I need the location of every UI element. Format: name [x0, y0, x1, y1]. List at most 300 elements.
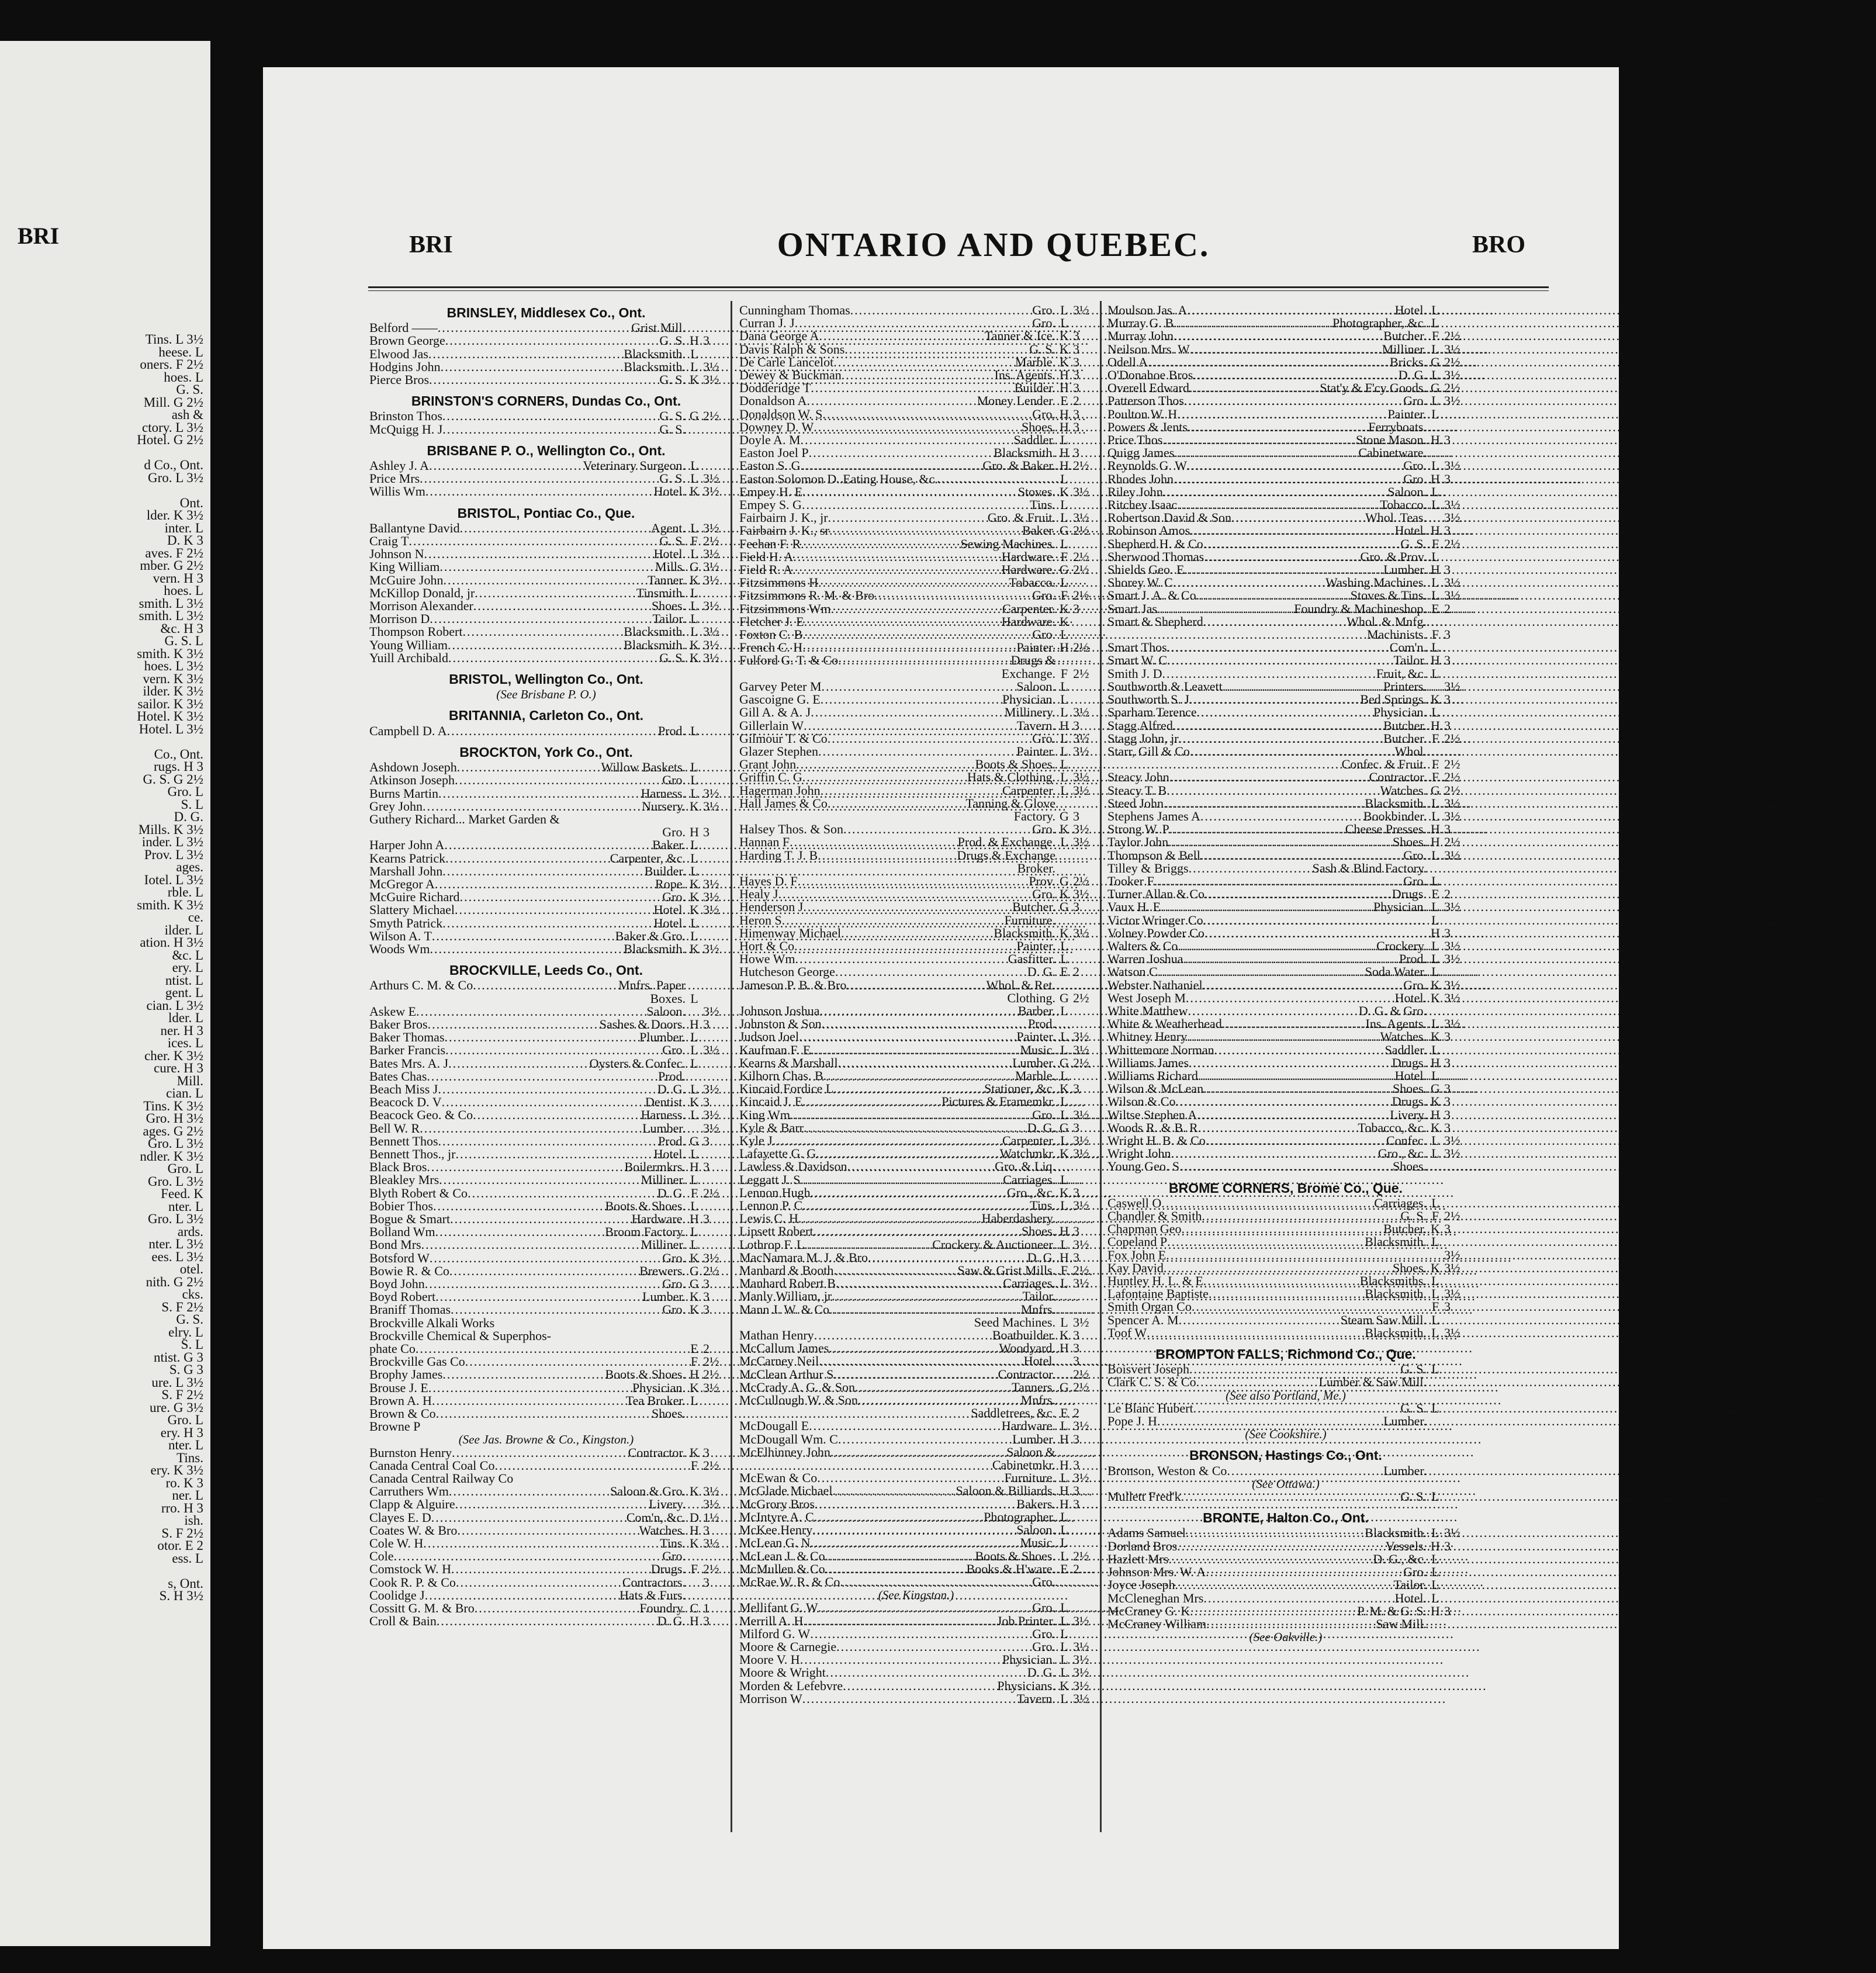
- left-page-line: [5, 1564, 203, 1577]
- business-trade: Rope.: [655, 876, 686, 891]
- directory-entry: [739, 317, 1093, 330]
- leader-dots: [801, 1174, 1003, 1186]
- capital-rating: [686, 1407, 703, 1420]
- leader-dots: [1197, 706, 1373, 719]
- directory-entry: [739, 992, 1093, 1005]
- credit-rating: 2½: [703, 534, 719, 549]
- directory-entry: [739, 888, 1093, 901]
- leader-dots: [1167, 1235, 1365, 1248]
- directory-entry: [369, 1407, 723, 1420]
- directory-entry: [369, 1420, 723, 1433]
- business-name: Smith J. D: [1107, 666, 1162, 681]
- business-trade: G. S.: [659, 333, 686, 348]
- left-page-line: S. H 3½: [159, 1588, 203, 1603]
- leader-dots: [420, 1122, 642, 1135]
- leader-dots: [813, 1225, 1021, 1238]
- business-trade: Tobacco, &c.: [1358, 1120, 1427, 1135]
- capital-rating: E: [1060, 964, 1068, 979]
- directory-entry: [1107, 538, 1464, 551]
- business-trade: Blacksmith.: [624, 359, 686, 374]
- credit-rating: 3½: [1444, 575, 1460, 590]
- business-trade: Cabinetware.: [1358, 445, 1427, 461]
- capital-rating: H: [690, 1522, 699, 1538]
- directory-entry: [739, 823, 1093, 836]
- business-name: Lewis C. H: [739, 1211, 798, 1226]
- left-page-line: sailor. K 3½: [137, 696, 203, 711]
- leader-dots: [817, 1472, 1004, 1484]
- directory-entry: [739, 1082, 1093, 1095]
- left-page-line: ash &: [171, 407, 203, 422]
- business-trade: Gro., &c.: [1006, 1185, 1055, 1200]
- leader-dots: [831, 603, 1002, 615]
- leader-dots: [814, 421, 1022, 434]
- credit-rating: 2½: [1073, 588, 1089, 603]
- business-trade: Gro. & Fruit.: [987, 510, 1055, 525]
- business-trade: Shoes.: [651, 598, 686, 614]
- left-page-line: ards.: [177, 1224, 203, 1239]
- capital-rating: G: [1060, 873, 1069, 888]
- credit-rating: 3½: [703, 546, 719, 562]
- leader-dots: [828, 732, 1033, 745]
- business-name: Brockville Alkali Works: [369, 1315, 495, 1330]
- business-name: Chandler & Smith: [1107, 1209, 1202, 1224]
- capital-rating: F: [1431, 328, 1439, 344]
- capital-rating: H: [1060, 640, 1069, 655]
- business-name: West Joseph M: [1107, 990, 1186, 1005]
- capital-rating: H: [690, 1016, 699, 1032]
- business-name: Smart Jas: [1107, 601, 1157, 616]
- leader-dots: [1148, 356, 1390, 369]
- cross-reference-note: (See Jas. Browne & Co., Kingston.): [458, 1432, 634, 1447]
- capital-rating: [686, 1330, 703, 1342]
- leader-dots: [1190, 524, 1394, 537]
- capital-rating: G: [1060, 523, 1069, 538]
- leader-dots: [450, 1213, 632, 1226]
- capital-rating: K: [1060, 1328, 1069, 1343]
- business-name: Burns Martin: [369, 785, 438, 801]
- business-trade: Butcher.: [1383, 1221, 1427, 1237]
- directory-entry: [739, 641, 1093, 654]
- credit-rating: [703, 321, 723, 334]
- business-trade: Stat'y & F'cy Goods.: [1320, 380, 1427, 396]
- credit-rating: 3: [1073, 601, 1079, 616]
- credit-rating: 2½: [1444, 536, 1460, 551]
- left-page-line: gent. L: [165, 985, 203, 1000]
- leader-dots: [442, 423, 659, 436]
- business-trade: Bakers.: [1016, 1496, 1055, 1511]
- business-name: Overell Edward: [1107, 380, 1189, 396]
- credit-rating: 3½: [1073, 731, 1089, 746]
- business-name: Lawless & Davidson: [739, 1159, 847, 1174]
- credit-rating: 3½: [1073, 1029, 1089, 1044]
- leader-dots: [801, 538, 960, 551]
- business-trade: Gro.: [1032, 731, 1055, 746]
- leader-dots: [455, 1498, 649, 1511]
- leader-dots: [833, 1082, 984, 1095]
- credit-rating: 3½: [1444, 1286, 1460, 1302]
- credit-rating: [703, 1317, 723, 1330]
- leader-dots: [818, 745, 1016, 758]
- leader-dots: [816, 1147, 999, 1160]
- directory-entry: [739, 1472, 1093, 1484]
- directory-entry: [739, 330, 1093, 342]
- credit-rating: 3½: [1073, 925, 1089, 940]
- directory-entry: [369, 1161, 723, 1174]
- credit-rating: 3½: [703, 359, 719, 374]
- credit-rating: [1444, 304, 1464, 317]
- business-name: Campbell D. A: [369, 723, 447, 738]
- business-name: Hodgins John: [369, 359, 441, 374]
- credit-rating: [1444, 1235, 1464, 1248]
- business-name: Woods Wm: [369, 941, 430, 956]
- leader-dots: [802, 641, 1016, 654]
- directory-entry: [369, 813, 723, 826]
- capital-rating: L: [690, 458, 698, 473]
- directory-entry: [1107, 603, 1464, 615]
- credit-rating: 3½: [1073, 1237, 1089, 1252]
- leader-dots: [460, 522, 651, 535]
- leader-dots: [790, 1109, 1032, 1122]
- business-name: McCleneghan Mrs: [1107, 1590, 1204, 1605]
- directory-entry: [739, 1030, 1093, 1043]
- leader-dots: [1204, 888, 1392, 901]
- directory-entry: [1107, 940, 1464, 953]
- leader-dots: [451, 1563, 651, 1576]
- capital-rating: F: [690, 534, 698, 549]
- directory-entry: [369, 625, 723, 638]
- directory-entry: [369, 1083, 723, 1096]
- business-trade: Drugs & Exchange: [957, 847, 1055, 863]
- directory-entry: [369, 1238, 723, 1251]
- capital-rating: [1055, 1303, 1073, 1316]
- leader-dots: [825, 1563, 967, 1576]
- capital-rating: L: [1431, 1016, 1439, 1032]
- credit-rating: 3: [703, 1614, 709, 1629]
- capital-rating: F: [1431, 627, 1439, 642]
- header-right: BRO: [1472, 231, 1525, 258]
- credit-rating: 3: [1444, 1120, 1451, 1135]
- business-name: Cunningham Thomas: [739, 303, 850, 317]
- business-name: Bates Chas: [369, 1068, 427, 1084]
- business-trade: Photographer.: [984, 1509, 1055, 1524]
- leader-dots: [1161, 901, 1373, 913]
- credit-rating: 3: [1444, 1221, 1451, 1237]
- business-name: Griffin C. G: [739, 770, 802, 785]
- directory-entry: [1107, 914, 1464, 927]
- business-name: Mathan Henry: [739, 1328, 814, 1343]
- credit-rating: 3½: [1073, 783, 1089, 798]
- credit-rating: 3: [1073, 1249, 1079, 1265]
- leader-dots: [838, 654, 1011, 667]
- directory-entry: [369, 560, 723, 573]
- directory-entry: [369, 1174, 723, 1186]
- directory-entry: [1107, 758, 1464, 771]
- directory-entry: [739, 849, 1093, 862]
- directory-entry: [739, 745, 1093, 758]
- capital-rating: L: [1431, 1590, 1439, 1605]
- credit-rating: 3½: [1444, 795, 1460, 811]
- credit-rating: 3½: [1073, 484, 1089, 499]
- capital-rating: L: [1060, 1639, 1068, 1654]
- credit-rating: 2½: [703, 1562, 719, 1577]
- business-trade: Sashes & Doors.: [599, 1016, 686, 1032]
- capital-rating: G: [1060, 1379, 1069, 1394]
- business-name: Coolidge J: [369, 1587, 425, 1602]
- credit-rating: 3½: [1444, 847, 1460, 863]
- business-trade: Butcher.: [1383, 718, 1427, 733]
- business-trade: Books & H'ware.: [966, 1561, 1055, 1576]
- capital-rating: K: [1060, 887, 1069, 902]
- leader-dots: [448, 639, 624, 652]
- business-name: Carruthers Wm: [369, 1484, 449, 1499]
- credit-rating: 3½: [1444, 497, 1460, 513]
- business-trade: Tavern.: [1016, 718, 1055, 733]
- leader-dots: [821, 693, 1002, 706]
- business-name: Stephens James A: [1107, 808, 1200, 823]
- credit-rating: [703, 930, 723, 943]
- business-name: Poulton W. H: [1107, 406, 1178, 421]
- business-trade: Hardware.: [1001, 562, 1055, 577]
- left-page-line: ages. G 2½: [143, 1123, 203, 1138]
- capital-rating: H: [1431, 835, 1440, 850]
- business-name: Quigg James: [1107, 445, 1175, 461]
- capital-rating: L: [1060, 731, 1068, 746]
- directory-entry: [1107, 1566, 1464, 1579]
- capital-rating: L: [690, 346, 698, 361]
- left-page-line: inter. L: [164, 520, 203, 535]
- business-trade: Stone Mason.: [1356, 432, 1427, 448]
- business-name: Brinston Thos: [369, 409, 442, 424]
- business-name: Bennett Thos., jr: [369, 1146, 456, 1161]
- business-trade: Nursery.: [642, 798, 686, 814]
- capital-rating: K: [1060, 328, 1069, 344]
- leader-dots: [473, 1109, 641, 1122]
- credit-rating: [1073, 1524, 1093, 1536]
- capital-rating: L: [1431, 873, 1439, 888]
- left-page-line: ery. H 3: [160, 1425, 203, 1440]
- left-page-line: ure. L 3½: [151, 1375, 203, 1390]
- directory-entry: [739, 446, 1093, 459]
- business-name: Warren Joshua: [1107, 951, 1183, 967]
- capital-rating: [1427, 680, 1444, 693]
- left-page-line: [5, 446, 203, 459]
- business-name: Spencer A. M: [1107, 1312, 1179, 1327]
- credit-rating: [703, 1148, 723, 1161]
- credit-rating: 3½: [1073, 1613, 1089, 1628]
- left-page-line: vern. H 3: [153, 570, 203, 586]
- leader-dots: [1203, 1592, 1394, 1605]
- leader-dots: [794, 940, 1016, 953]
- business-name: Easton S. G: [739, 458, 801, 473]
- leader-dots: [811, 706, 1005, 719]
- credit-rating: [1444, 1314, 1464, 1327]
- business-name: Boyd John: [369, 1276, 425, 1292]
- leader-dots: [1181, 1223, 1383, 1235]
- credit-rating: 3½: [1444, 679, 1460, 694]
- credit-rating: 3½: [703, 484, 719, 499]
- directory-entry: [369, 1342, 723, 1355]
- business-trade: Drugs.: [650, 1562, 686, 1577]
- credit-rating: 3½: [703, 1484, 719, 1499]
- leader-dots: [820, 1005, 1018, 1017]
- directory-entry: [1107, 693, 1464, 706]
- leader-dots: [855, 1381, 1012, 1394]
- directory-entry: [369, 1005, 723, 1018]
- business-trade: Physician.: [1373, 899, 1427, 915]
- capital-rating: E: [1431, 601, 1439, 616]
- credit-rating: 3½: [1444, 458, 1460, 473]
- credit-rating: [1444, 1592, 1464, 1605]
- business-trade: Ferryboats.: [1368, 419, 1427, 434]
- left-page-line: Prov. L 3½: [144, 847, 203, 862]
- capital-rating: K: [1060, 484, 1069, 499]
- business-trade: Hotel.: [1023, 1354, 1055, 1369]
- leader-dots: [1164, 797, 1365, 810]
- business-trade: Lumber.: [1012, 1431, 1055, 1446]
- directory-entry: [1107, 524, 1464, 537]
- leader-dots: [1184, 394, 1403, 407]
- capital-rating: L: [1431, 847, 1439, 863]
- business-name: Arthurs C. M. & Co: [369, 978, 473, 993]
- business-trade: Lumber.: [1383, 1463, 1427, 1478]
- capital-rating: L: [1431, 1286, 1439, 1302]
- business-trade: G. S.: [659, 421, 686, 437]
- business-name: Atkinson Joseph: [369, 773, 455, 788]
- business-trade: Whol. & Mnfg.: [1347, 614, 1427, 629]
- directory-entry: [369, 800, 723, 813]
- capital-rating: H: [1060, 718, 1069, 733]
- business-trade: Oysters & Confec.: [589, 1055, 686, 1071]
- credit-rating: 3½: [1073, 1146, 1089, 1161]
- directory-entry: [739, 771, 1093, 784]
- leader-dots: [436, 1407, 652, 1420]
- leader-dots: [455, 774, 662, 787]
- business-trade: G. S.: [659, 471, 686, 486]
- capital-rating: [686, 321, 703, 334]
- leader-dots: [438, 321, 631, 334]
- capital-rating: L: [1060, 757, 1068, 772]
- leader-dots: [455, 1148, 653, 1161]
- business-name: Stagg Alfred: [1107, 718, 1173, 733]
- business-name: Lennon Hugh: [739, 1185, 811, 1200]
- credit-rating: 3: [703, 1522, 709, 1538]
- leader-dots: [819, 330, 984, 342]
- capital-rating: L: [1060, 316, 1068, 331]
- capital-rating: K: [690, 572, 699, 587]
- leader-dots: [815, 1498, 1016, 1511]
- directory-entry: [739, 356, 1093, 369]
- directory-entry: [369, 930, 723, 943]
- directory-entry: [739, 1368, 1093, 1381]
- capital-rating: [1427, 1249, 1444, 1262]
- directory-entry: [1107, 1314, 1464, 1327]
- leader-dots: [835, 965, 1027, 978]
- directory-entry: [1107, 1069, 1464, 1082]
- directory-entry: [1107, 343, 1464, 356]
- directory-entry: [1107, 836, 1464, 849]
- business-trade: G. S.: [1029, 341, 1055, 356]
- credit-rating: 3: [1444, 523, 1451, 538]
- business-trade: Marble.: [1015, 1068, 1055, 1083]
- directory-entry: [1107, 1465, 1464, 1477]
- capital-rating: H: [690, 333, 699, 348]
- left-page-line: nter. L 3½: [148, 1237, 203, 1251]
- capital-rating: L: [690, 773, 698, 788]
- directory-entry: [369, 904, 723, 916]
- credit-rating: [1073, 940, 1093, 953]
- capital-rating: L: [1060, 1522, 1068, 1538]
- business-trade: Gro.: [662, 1549, 686, 1564]
- business-trade: Millinery.: [1004, 705, 1055, 720]
- leader-dots: [830, 1446, 1006, 1459]
- capital-rating: H: [1431, 1107, 1440, 1122]
- capital-rating: [686, 1122, 703, 1135]
- leader-dots: [802, 628, 1032, 641]
- directory-entry: [1107, 992, 1464, 1005]
- capital-rating: L: [1431, 1362, 1439, 1377]
- leader-dots: [1178, 940, 1376, 953]
- capital-rating: L: [1060, 1094, 1068, 1109]
- business-trade: Lumber.: [1012, 1055, 1055, 1070]
- credit-rating: 2: [1444, 601, 1451, 616]
- leader-dots: [1162, 434, 1356, 446]
- business-trade: Physician.: [1002, 1652, 1055, 1667]
- directory-entry: [1107, 446, 1464, 459]
- directory-entry: [739, 421, 1093, 434]
- capital-rating: G: [690, 1133, 699, 1148]
- credit-rating: [1073, 1303, 1093, 1316]
- capital-rating: L: [690, 598, 698, 614]
- directory-entry: [1107, 1287, 1464, 1300]
- capital-rating: H: [1060, 406, 1069, 421]
- credit-rating: 3: [1444, 1299, 1451, 1314]
- capital-rating: L: [1431, 1068, 1439, 1083]
- left-page-line: cian. L 3½: [146, 998, 203, 1013]
- directory-entry: [1107, 862, 1464, 875]
- capital-rating: [1427, 1160, 1444, 1173]
- leader-dots: [829, 1342, 999, 1355]
- directory-entry: [739, 1381, 1093, 1394]
- capital-rating: H: [690, 825, 699, 840]
- left-page-text: [5, 333, 203, 1794]
- business-name: Feehan F. R: [739, 536, 801, 551]
- leader-dots: [1168, 1553, 1373, 1566]
- capital-rating: L: [1431, 303, 1439, 317]
- capital-rating: L: [1431, 406, 1439, 421]
- business-name: Shepherd H. & Co: [1107, 536, 1203, 551]
- directory-column-2: [739, 304, 1093, 1705]
- business-trade: Watches.: [639, 1522, 686, 1538]
- business-name: Hannan F: [739, 835, 790, 850]
- leader-dots: [798, 1212, 982, 1225]
- directory-entry: [739, 1044, 1093, 1057]
- capital-rating: [686, 423, 703, 436]
- business-name: Halsey Thos. & Son: [739, 822, 844, 837]
- capital-rating: L: [1060, 1107, 1068, 1122]
- leader-dots: [448, 1057, 590, 1070]
- directory-entry: [1107, 511, 1464, 524]
- business-name: Watson C: [1107, 964, 1158, 979]
- capital-rating: H: [1060, 1341, 1069, 1356]
- directory-entry: [1107, 1553, 1464, 1566]
- capital-rating: [1427, 511, 1444, 524]
- directory-entry: [369, 1550, 723, 1563]
- leader-dots: [435, 1226, 605, 1238]
- directory-entry: [739, 1498, 1093, 1511]
- business-name: Patterson Thos: [1107, 393, 1184, 409]
- business-trade: Shoes.: [1392, 1260, 1427, 1275]
- credit-rating: [703, 1330, 723, 1342]
